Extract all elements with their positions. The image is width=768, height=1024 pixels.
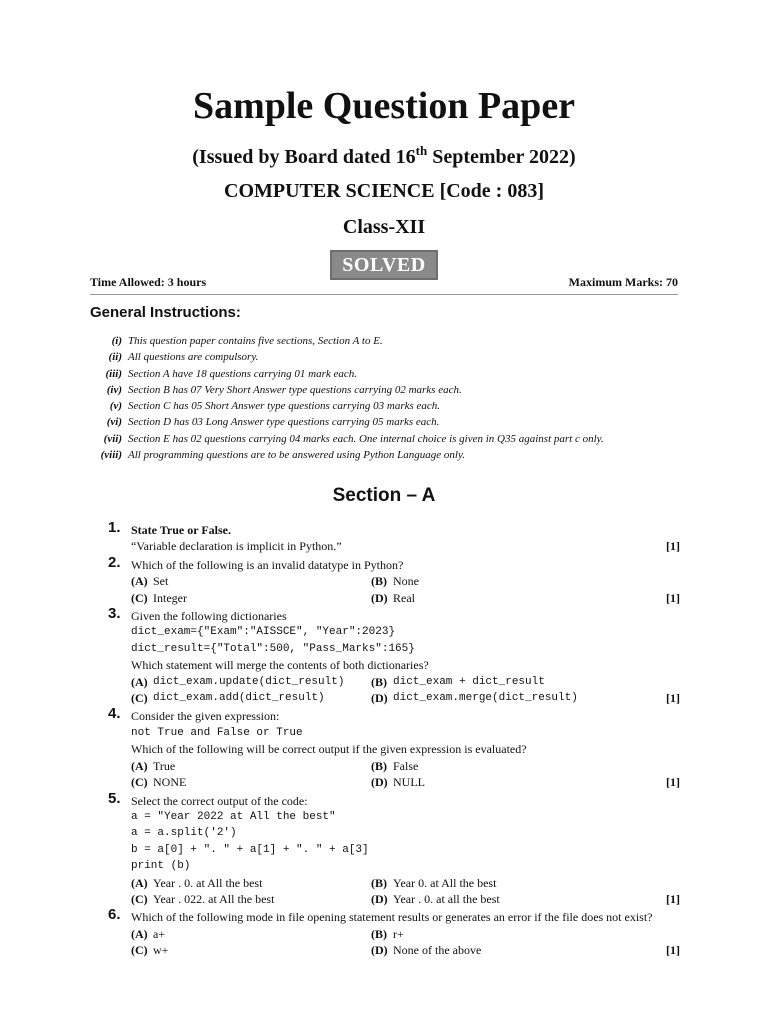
instruction-number: (vii) bbox=[103, 432, 122, 445]
question-number: 3. bbox=[108, 605, 121, 623]
time-allowed: Time Allowed: 3 hours bbox=[90, 275, 207, 289]
issued-suffix: September 2022) bbox=[427, 146, 576, 168]
option-b bbox=[371, 926, 404, 942]
instruction-item bbox=[88, 382, 688, 398]
option-label: (C) bbox=[131, 943, 148, 958]
code-line: not True and False or True bbox=[131, 726, 303, 739]
code-line: a = a.split('2') bbox=[131, 827, 237, 840]
option-text: r+ bbox=[393, 926, 404, 941]
instruction-number: (viii) bbox=[100, 449, 122, 462]
instructions-list bbox=[88, 333, 688, 463]
option-text: dict_exam.merge(dict_result) bbox=[393, 692, 578, 705]
option-c bbox=[131, 891, 371, 907]
option-text: True bbox=[153, 758, 176, 773]
code-line: a = "Year 2022 at All the best" bbox=[131, 810, 336, 823]
option-label: (B) bbox=[371, 674, 387, 689]
class-line: Class-XII bbox=[342, 216, 426, 238]
question-number: 6. bbox=[108, 906, 121, 924]
question-number: 1. bbox=[108, 519, 121, 536]
question-4 bbox=[108, 705, 680, 790]
option-label: (A) bbox=[131, 926, 148, 941]
option-label: (B) bbox=[371, 875, 387, 890]
option-c bbox=[131, 942, 371, 958]
instructions-heading: General Instructions: bbox=[90, 304, 241, 321]
option-b bbox=[371, 758, 418, 774]
instruction-item bbox=[88, 349, 688, 365]
instruction-text: Section A have 18 questions carrying 01 mark each. bbox=[128, 367, 358, 380]
option-text: Set bbox=[153, 574, 169, 589]
option-text: None bbox=[393, 574, 419, 589]
option-text: Year . 022. at All the best bbox=[153, 891, 275, 906]
option-c bbox=[131, 774, 371, 790]
instruction-number: (ii) bbox=[108, 351, 122, 364]
option-text: Year . 0. at all the best bbox=[393, 891, 500, 906]
option-text: dict_exam + dict_result bbox=[393, 675, 545, 688]
option-label: (C) bbox=[131, 891, 148, 906]
option-text: Year 0. at All the best bbox=[393, 875, 497, 890]
option-label: (C) bbox=[131, 691, 148, 706]
option-d bbox=[371, 774, 425, 790]
option-text: dict_exam.update(dict_result) bbox=[153, 675, 345, 688]
option-c bbox=[131, 590, 371, 606]
option-label: (D) bbox=[371, 691, 388, 706]
option-text: NONE bbox=[153, 775, 187, 790]
instruction-item bbox=[88, 447, 688, 463]
instruction-item bbox=[88, 414, 688, 430]
option-label: (A) bbox=[131, 574, 148, 589]
option-label: (A) bbox=[131, 674, 148, 689]
section-heading: Section – A bbox=[332, 485, 436, 506]
questions-list bbox=[108, 519, 680, 960]
exam-meta bbox=[90, 275, 678, 290]
option-label: (D) bbox=[371, 943, 388, 958]
option-label: (D) bbox=[371, 775, 388, 790]
question-6 bbox=[108, 906, 680, 958]
option-text: Year . 0. at All the best bbox=[153, 875, 263, 890]
issued-prefix: (Issued by Board dated 16 bbox=[192, 146, 416, 168]
option-b bbox=[371, 875, 496, 891]
option-label: (B) bbox=[371, 926, 387, 941]
option-d bbox=[371, 891, 500, 907]
question-stem: Select the correct output of the code: bbox=[131, 793, 308, 808]
option-label: (A) bbox=[131, 875, 148, 890]
question-stem: Which of the following is an invalid datatype in Python? bbox=[131, 557, 404, 572]
option-d bbox=[371, 590, 415, 606]
option-label: (C) bbox=[131, 590, 148, 605]
option-a bbox=[131, 926, 371, 942]
option-a bbox=[131, 758, 371, 774]
meta-divider bbox=[90, 294, 678, 295]
option-a bbox=[131, 674, 371, 690]
code-line: print (b) bbox=[131, 860, 191, 873]
option-text: Integer bbox=[153, 590, 187, 605]
instruction-number: (v) bbox=[109, 400, 122, 413]
solved-badge: SOLVED bbox=[330, 250, 437, 280]
marks-label: [1] bbox=[666, 539, 680, 554]
question-number: 2. bbox=[108, 553, 121, 571]
subject-line: COMPUTER SCIENCE [Code : 083] bbox=[224, 180, 544, 202]
question-stem: Which of the following mode in file opening statement results or generates an error if the file does not exist? bbox=[131, 910, 653, 925]
question-1 bbox=[108, 519, 680, 555]
marks-label: [1] bbox=[666, 891, 680, 906]
code-line: dict_result={"Total":500, "Pass_Marks":165} bbox=[131, 642, 415, 655]
option-text: w+ bbox=[153, 943, 169, 958]
issued-line bbox=[0, 138, 768, 170]
option-text: NULL bbox=[393, 775, 425, 790]
code-line: dict_exam={"Exam":"AISSCE", "Year":2023} bbox=[131, 626, 396, 639]
option-text: None of the above bbox=[393, 943, 482, 958]
question-number: 4. bbox=[108, 705, 121, 723]
question-statement: “Variable declaration is implicit in Python.” bbox=[131, 539, 342, 554]
instruction-text: Section B has 07 Very Short Answer type questions carrying 02 marks each. bbox=[128, 383, 462, 396]
option-label: (D) bbox=[371, 891, 388, 906]
marks-label: [1] bbox=[666, 691, 680, 706]
marks-label: [1] bbox=[666, 590, 680, 605]
issued-superscript: th bbox=[415, 143, 428, 158]
question-stem: Consider the given expression: bbox=[131, 709, 280, 724]
marks-label: [1] bbox=[666, 943, 680, 958]
question-2 bbox=[108, 553, 680, 606]
option-text: dict_exam.add(dict_result) bbox=[153, 692, 325, 705]
option-label: (B) bbox=[371, 574, 387, 589]
question-stem: Given the following dictionaries bbox=[131, 609, 287, 624]
instruction-text: Section C has 05 Short Answer type questions carrying 03 marks each. bbox=[128, 400, 441, 413]
option-b bbox=[371, 674, 545, 690]
instruction-text: All programming questions are to be answered using Python Language only. bbox=[128, 449, 466, 462]
instruction-text: Section D has 03 Long Answer type questions carrying 05 marks each. bbox=[128, 416, 440, 429]
question-ask: Which statement will merge the contents of both dictionaries? bbox=[131, 658, 429, 673]
instruction-number: (iii) bbox=[105, 367, 122, 380]
instruction-item bbox=[88, 333, 688, 349]
option-label: (C) bbox=[131, 775, 148, 790]
option-text: False bbox=[393, 758, 419, 773]
option-label: (D) bbox=[371, 590, 388, 605]
option-label: (A) bbox=[131, 758, 148, 773]
option-text: Real bbox=[393, 590, 415, 605]
option-a bbox=[131, 573, 371, 589]
option-d bbox=[371, 942, 481, 958]
instruction-number: (iv) bbox=[106, 383, 122, 396]
option-c bbox=[131, 690, 371, 706]
marks-label: [1] bbox=[666, 775, 680, 790]
question-3 bbox=[108, 605, 680, 706]
instruction-number: (i) bbox=[111, 335, 122, 347]
instruction-text: Section E has 02 questions carrying 04 marks each. One internal choice is given in Q35 against part c only. bbox=[128, 432, 604, 445]
option-a bbox=[131, 875, 371, 891]
instruction-item bbox=[88, 366, 688, 382]
option-text: a+ bbox=[153, 926, 166, 941]
maximum-marks: Maximum Marks: 70 bbox=[568, 275, 678, 289]
question-number: 5. bbox=[108, 789, 121, 807]
instruction-item bbox=[88, 431, 688, 447]
question-stem: State True or False. bbox=[131, 523, 231, 537]
instruction-text: All questions are compulsory. bbox=[128, 351, 259, 364]
question-5 bbox=[108, 789, 680, 908]
instruction-text: This question paper contains five sections, Section A to E. bbox=[128, 335, 383, 347]
instruction-item bbox=[88, 398, 688, 414]
option-label: (B) bbox=[371, 758, 387, 773]
option-d bbox=[371, 690, 578, 706]
option-b bbox=[371, 573, 419, 589]
code-line: b = a[0] + ". " + a[1] + ". " + a[3] bbox=[131, 843, 369, 856]
paper-title: Sample Question Paper bbox=[192, 85, 576, 127]
instruction-number: (vi) bbox=[106, 416, 122, 429]
question-ask: Which of the following will be correct output if the given expression is evaluated? bbox=[131, 742, 527, 757]
